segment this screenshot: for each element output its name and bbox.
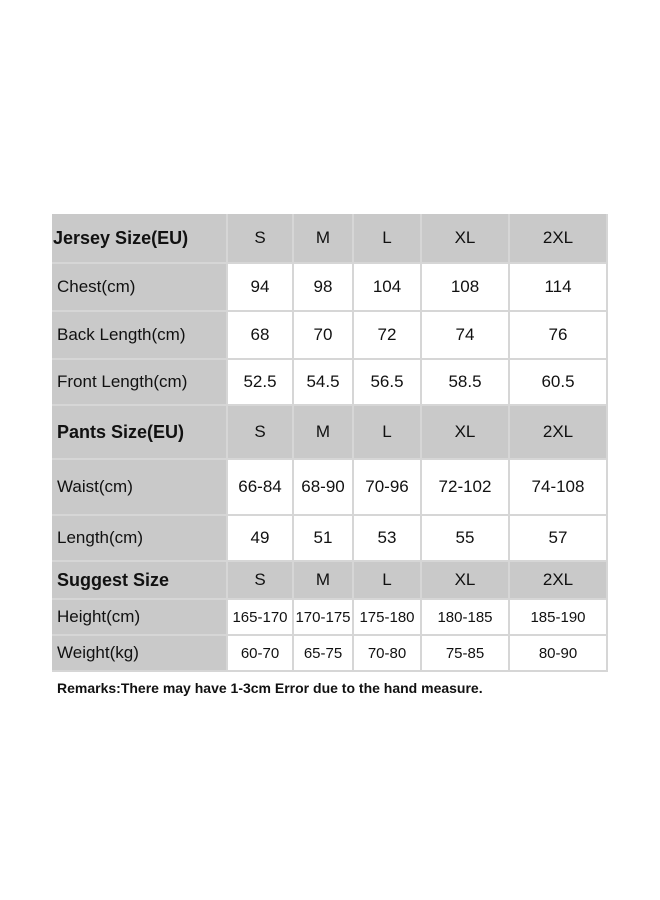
table-cell: 74-108 xyxy=(510,460,608,516)
size-header-cell: M xyxy=(294,214,354,264)
table-cell: 52.5 xyxy=(228,360,294,406)
size-chart-table xyxy=(52,214,608,672)
table-cell: 54.5 xyxy=(294,360,354,406)
row-label-chest: Chest(cm) xyxy=(52,264,228,312)
size-header-cell: 2XL xyxy=(510,214,608,264)
suggest-size-header-row xyxy=(52,562,608,600)
table-cell: 51 xyxy=(294,516,354,562)
size-header-cell: S xyxy=(228,214,294,264)
table-cell: 72-102 xyxy=(422,460,510,516)
table-row xyxy=(52,600,608,636)
table-cell: 53 xyxy=(354,516,422,562)
size-header-cell: XL xyxy=(422,562,510,600)
table-row xyxy=(52,264,608,312)
jersey-size-header: Jersey Size(EU) xyxy=(52,214,228,264)
table-cell: 165-170 xyxy=(228,600,294,636)
table-cell: 58.5 xyxy=(422,360,510,406)
table-cell: 49 xyxy=(228,516,294,562)
row-label-weight: Weight(kg) xyxy=(52,636,228,672)
jersey-size-header-row xyxy=(52,214,608,264)
table-cell: 185-190 xyxy=(510,600,608,636)
size-header-cell: L xyxy=(354,214,422,264)
size-header-cell: 2XL xyxy=(510,406,608,460)
table-row xyxy=(52,516,608,562)
table-row xyxy=(52,360,608,406)
table-cell: 66-84 xyxy=(228,460,294,516)
table-cell: 114 xyxy=(510,264,608,312)
pants-size-header-row xyxy=(52,406,608,460)
table-row xyxy=(52,312,608,360)
table-cell: 68 xyxy=(228,312,294,360)
size-header-cell: L xyxy=(354,406,422,460)
table-cell: 70-80 xyxy=(354,636,422,672)
table-cell: 57 xyxy=(510,516,608,562)
table-cell: 55 xyxy=(422,516,510,562)
size-header-cell: M xyxy=(294,562,354,600)
table-cell: 70 xyxy=(294,312,354,360)
table-cell: 80-90 xyxy=(510,636,608,672)
table-row xyxy=(52,460,608,516)
table-cell: 75-85 xyxy=(422,636,510,672)
size-header-cell: 2XL xyxy=(510,562,608,600)
row-label-front-length: Front Length(cm) xyxy=(52,360,228,406)
table-row xyxy=(52,636,608,672)
suggest-size-header: Suggest Size xyxy=(52,562,228,600)
size-header-cell: XL xyxy=(422,214,510,264)
row-label-waist: Waist(cm) xyxy=(52,460,228,516)
table-cell: 180-185 xyxy=(422,600,510,636)
table-cell: 60.5 xyxy=(510,360,608,406)
table-cell: 68-90 xyxy=(294,460,354,516)
table-cell: 65-75 xyxy=(294,636,354,672)
table-cell: 56.5 xyxy=(354,360,422,406)
table-cell: 94 xyxy=(228,264,294,312)
table-cell: 70-96 xyxy=(354,460,422,516)
table-cell: 170-175 xyxy=(294,600,354,636)
table-cell: 104 xyxy=(354,264,422,312)
row-label-length: Length(cm) xyxy=(52,516,228,562)
table-cell: 60-70 xyxy=(228,636,294,672)
table-cell: 175-180 xyxy=(354,600,422,636)
size-header-cell: L xyxy=(354,562,422,600)
size-header-cell: S xyxy=(228,406,294,460)
remarks-note: Remarks:There may have 1-3cm Error due to the hand measure. xyxy=(57,680,483,696)
row-label-height: Height(cm) xyxy=(52,600,228,636)
size-header-cell: S xyxy=(228,562,294,600)
table-cell: 108 xyxy=(422,264,510,312)
row-label-back-length: Back Length(cm) xyxy=(52,312,228,360)
size-header-cell: M xyxy=(294,406,354,460)
table-cell: 98 xyxy=(294,264,354,312)
size-header-cell: XL xyxy=(422,406,510,460)
table-cell: 74 xyxy=(422,312,510,360)
table-cell: 76 xyxy=(510,312,608,360)
table-cell: 72 xyxy=(354,312,422,360)
pants-size-header: Pants Size(EU) xyxy=(52,406,228,460)
